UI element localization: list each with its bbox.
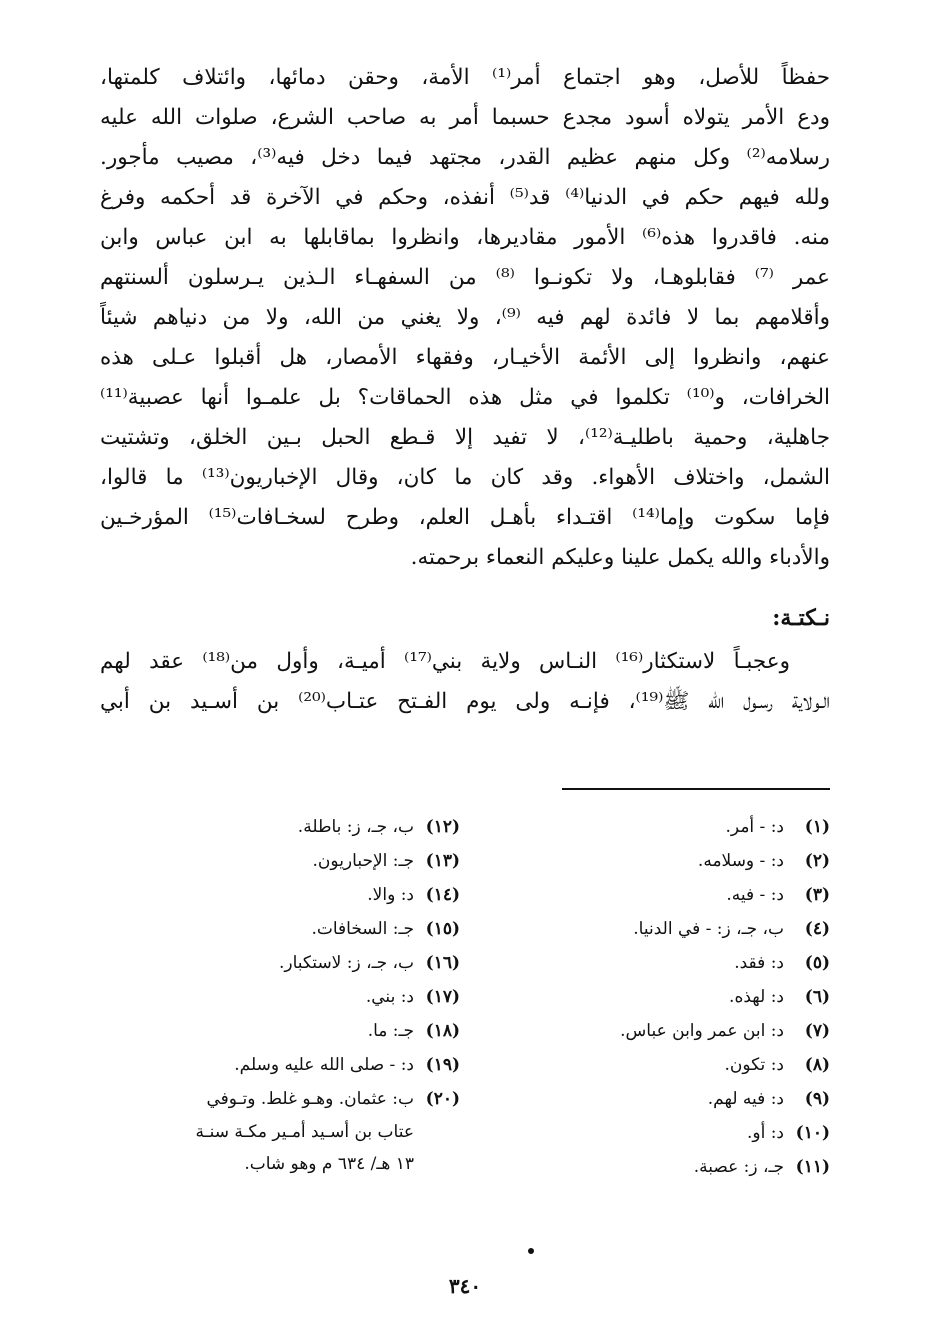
footnote xyxy=(540,810,830,844)
footnote-text: د: - أمر. xyxy=(725,817,784,837)
text-line: عنهم، وانظروا إلى الأئمة الأخيـار، وفقهاء الأمصار، هل أقبلوا عـلى هذه xyxy=(100,345,830,370)
footnote xyxy=(540,946,830,980)
main-text xyxy=(100,58,830,578)
footnote xyxy=(100,810,460,844)
footnote-text: ب، جـ، ز: لاستكبار. xyxy=(279,953,414,973)
footnote-number: (١٨) xyxy=(425,1021,460,1041)
footnote-number: (١٣) xyxy=(425,851,460,871)
text-line: عمر ⁽⁷⁾ فقابلوهـا، ولا تكونـوا ⁽⁸⁾ من السفهـاء الـذين يـرسلون ألسنتهم xyxy=(100,265,830,290)
footnote-text: د: - فيه. xyxy=(726,885,784,905)
footnote-continuation: عتاب بن أسـيد أمـير مكـة سنـة xyxy=(195,1122,414,1142)
footnote-number: (٣) xyxy=(804,885,830,905)
text-line: وأقلامهم بما لا فائدة لهم فيه ⁽⁹⁾، ولا يغني من الله، ولا من دنياهم شيئاً xyxy=(100,305,830,330)
footnote xyxy=(540,980,830,1014)
text-line: الـولاية رسـول الله ﷺ⁽¹⁹⁾، فإنـه ولى يوم الفـتح عتـاب⁽²⁰⁾ بن أسـيد بن أبي xyxy=(100,689,830,714)
footnote-text: د: تكون. xyxy=(724,1055,784,1075)
footnote xyxy=(100,1082,460,1116)
footnote-text: ب: عثمان. وهـو غلط. وتـوفي xyxy=(206,1089,414,1109)
text-line: والأدباء والله يكمل علينا وعليكم النعماء برحمته. xyxy=(410,545,830,570)
footnote xyxy=(100,1014,460,1048)
footnote xyxy=(540,1082,830,1116)
footnote-number: (٢٠) xyxy=(425,1089,460,1109)
footnote-text: د: بني. xyxy=(365,987,414,1007)
footnote-number: (٩) xyxy=(804,1089,830,1109)
footnote-number: (١٢) xyxy=(425,817,460,837)
footnote-number: (٨) xyxy=(804,1055,830,1075)
footnotes xyxy=(100,810,830,1184)
footnote-continuation: ١٣ هـ/ ٦٣٤ م وهو شاب. xyxy=(244,1154,414,1174)
footnote-number: (١١) xyxy=(795,1157,830,1177)
footnote xyxy=(540,844,830,878)
footnote xyxy=(540,1150,830,1184)
footnote-text: ب، جـ، ز: - في الدنيا. xyxy=(633,919,784,939)
text-line: حفظاً للأصل، وهو اجتماع أمر⁽¹⁾ الأمة، وحقن دمائها، وائتلاف كلمتها، xyxy=(100,65,830,90)
text-line: الشمل، واختلاف الأهواء. وقد كان ما كان، وقال الإخباريون⁽¹³⁾ ما قالوا، xyxy=(100,465,830,490)
footnote xyxy=(100,912,460,946)
footnote xyxy=(100,878,460,912)
footnote-text: جـ، ز: عصبة. xyxy=(693,1157,784,1177)
footnote-text: د: والا. xyxy=(367,885,414,905)
page xyxy=(100,58,830,1298)
footnote-text: ب، جـ، ز: باطلة. xyxy=(297,817,414,837)
page-number: ٣٤٠ xyxy=(448,1274,482,1298)
footnote-text: جـ: السخافات. xyxy=(311,919,414,939)
footnote-text: د: أو. xyxy=(746,1123,784,1143)
footnote-text: د: فيه لهم. xyxy=(707,1089,784,1109)
footnote xyxy=(540,1048,830,1082)
footnote-text: د: - صلى الله عليه وسلم. xyxy=(234,1055,414,1075)
footnote-text: د: - وسلامه. xyxy=(697,851,784,871)
footnote xyxy=(100,980,460,1014)
footnote-number: (٧) xyxy=(804,1021,830,1041)
footnote-number: (٢) xyxy=(804,851,830,871)
text-line: الخرافات، و⁽¹⁰⁾ تكلموا في مثل هذه الحماقات؟ بل علمـوا أنها عصبية⁽¹¹⁾ xyxy=(100,385,830,410)
footnote xyxy=(540,1014,830,1048)
text-line: ولله فيهم حكم في الدنيا⁽⁴⁾ قد⁽⁵⁾ أنفذه، وحكم في الآخرة قد أحكمه وفرغ xyxy=(100,185,830,210)
text-line: رسلامه⁽²⁾ وكل منهم عظيم القدر، مجتهد فيما دخل فيه⁽³⁾، مصيب مأجور. xyxy=(100,145,830,170)
footnote-number: (١٧) xyxy=(425,987,460,1007)
section-text xyxy=(100,642,830,722)
footnote xyxy=(540,912,830,946)
section-heading: نـكتـة: xyxy=(772,605,830,631)
text-line: منه. فاقدروا هذه⁽⁶⁾ الأمور مقاديرها، وانظروا بماقابلها به ابن عباس وابن xyxy=(100,225,830,250)
ornament-dot xyxy=(528,1248,534,1254)
footnote-text: د: فقد. xyxy=(734,953,784,973)
footnotes-right-column xyxy=(540,810,830,1184)
text-line: وعجبـاً لاستكثار⁽¹⁶⁾ النـاس ولاية بني⁽¹⁷⁾ أميـة، وأول من⁽¹⁸⁾ عقد لهم xyxy=(100,649,790,674)
footnote xyxy=(540,878,830,912)
footnote-text: جـ: الإحباريون. xyxy=(312,851,414,871)
footnote xyxy=(100,1048,460,1082)
footnote-text: د: لهذه. xyxy=(729,987,784,1007)
footnote-number: (١٩) xyxy=(425,1055,460,1075)
text-line: فإما سكوت وإما⁽¹⁴⁾ اقتـداء بأهـل العلم، وطرح لسخـافات⁽¹⁵⁾ المؤرخـين xyxy=(100,505,830,530)
footnote xyxy=(100,844,460,878)
text-line: جاهلية، وحمية باطليـة⁽¹²⁾، لا تفيد إلا قـطع الحبل بـين الخلق، وتشتيت xyxy=(100,425,830,450)
footnote xyxy=(100,946,460,980)
footnote-number: (١٦) xyxy=(425,953,460,973)
footnote xyxy=(540,1116,830,1150)
footnote-number: (١٥) xyxy=(425,919,460,939)
footnotes-left-column xyxy=(100,810,460,1184)
footnote-number: (٦) xyxy=(804,987,830,1007)
footnote-number: (١٤) xyxy=(425,885,460,905)
footnote-text: جـ: ما. xyxy=(367,1021,414,1041)
text-line: ودع الأمر يتولاه أسود مجدع حسبما أمر به صاحب الشرع، صلوات الله عليه xyxy=(100,105,830,130)
footnote-separator xyxy=(562,788,830,790)
footnote-text: د: ابن عمر وابن عباس. xyxy=(620,1021,784,1041)
footnote-number: (١) xyxy=(804,817,830,837)
footnote-number: (١٠) xyxy=(795,1123,830,1143)
footnote-number: (٤) xyxy=(804,919,830,939)
footnote-number: (٥) xyxy=(804,953,830,973)
